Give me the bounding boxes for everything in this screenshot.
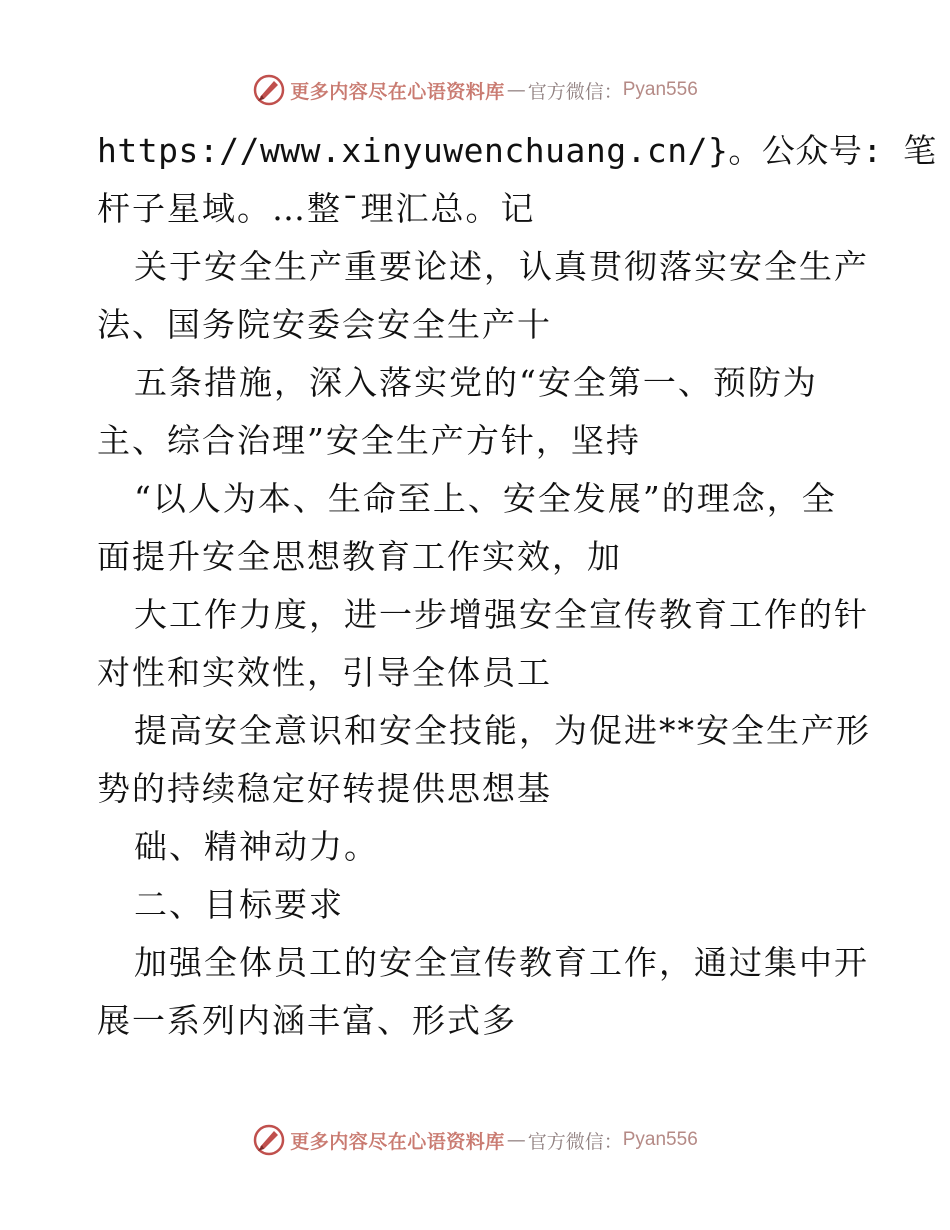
banner-main-text: 更多内容尽在心语资料库: [290, 80, 505, 103]
banner-main-text: 更多内容尽在心语资料库: [290, 1130, 505, 1153]
banner-separator: —: [506, 79, 526, 101]
text-line: 大工作力度，进一步增强安全宣传教育工作的针: [134, 595, 869, 634]
text-line: https://www.xinyuwenchuang.cn/}。公众号: 笔: [97, 131, 937, 170]
logo-icon: [252, 1123, 286, 1157]
document-body: [97, 122, 937, 1050]
text-line: 加强全体员工的安全宣传教育工作，通过集中开: [134, 943, 869, 982]
text-line: 础、精神动力。: [134, 827, 379, 866]
text-line: 法、国务院安委会安全生产十: [97, 305, 552, 344]
footer-banner: [0, 1120, 950, 1160]
text-line: 面提升安全思想教育工作实效，加: [97, 537, 622, 576]
logo-icon: [252, 73, 286, 107]
banner-wechat-label: 官方微信：: [527, 80, 623, 103]
text-line: 势的持续稳定好转提供思想基: [97, 769, 552, 808]
header-banner: [0, 70, 950, 110]
text-line: 对性和实效性，引导全体员工: [97, 653, 552, 692]
banner-wechat-id: Pyan556: [622, 79, 698, 100]
banner-wechat-id: Pyan556: [622, 1129, 698, 1150]
text-line: 提高安全意识和安全技能，为促进**安全生产形: [134, 711, 871, 750]
banner-wechat-label: 官方微信：: [527, 1130, 623, 1153]
banner-separator: —: [506, 1129, 526, 1151]
text-line: 关于安全生产重要论述，认真贯彻落实安全生产: [134, 247, 869, 286]
section-heading: 二、目标要求: [134, 885, 344, 924]
text-line: 展一系列内涵丰富、形式多: [97, 1001, 517, 1040]
text-line: 杆子星域。…整¯理汇总。记: [97, 189, 536, 228]
text-line: 五条措施，深入落实党的“安全第一、预防为: [134, 363, 818, 402]
text-line: “以人为本、生命至上、安全发展”的理念，全: [134, 479, 837, 518]
text-line: 主、综合治理”安全生产方针，坚持: [97, 421, 641, 460]
